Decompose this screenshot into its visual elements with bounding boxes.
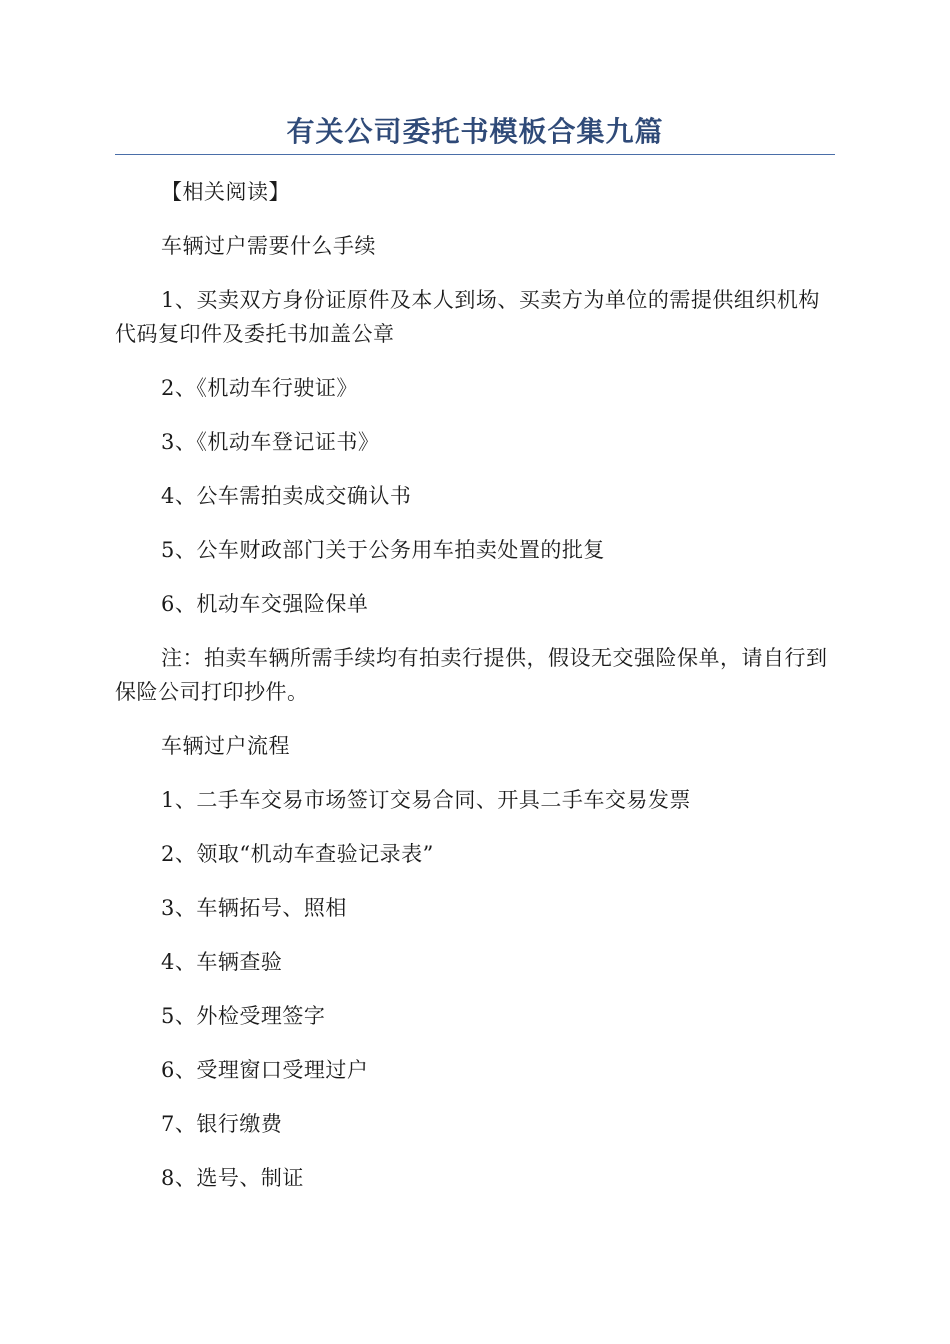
paragraph-item: 3、《机动车登记证书》 bbox=[161, 430, 380, 454]
paragraph-step: 1、二手车交易市场签订交易合同、开具二手车交易发票 bbox=[161, 788, 691, 812]
paragraph-heading-procedures: 车辆过户需要什么手续 bbox=[161, 234, 376, 258]
paragraph-step: 4、车辆查验 bbox=[161, 950, 283, 974]
paragraph-step: 3、车辆拓号、照相 bbox=[161, 896, 347, 920]
document-title: 有关公司委托书模板合集九篇 bbox=[286, 115, 664, 148]
paragraph-heading-process: 车辆过户流程 bbox=[161, 734, 290, 758]
paragraph-step: 8、选号、制证 bbox=[161, 1166, 304, 1190]
paragraph-related-reading: 【相关阅读】 bbox=[161, 180, 290, 204]
paragraph-step: 7、银行缴费 bbox=[161, 1112, 283, 1136]
document-body bbox=[115, 175, 835, 1215]
paragraph-item: 2、《机动车行驶证》 bbox=[161, 376, 358, 400]
paragraph-item: 6、机动车交强险保单 bbox=[161, 592, 369, 616]
paragraph-step: 6、受理窗口受理过户 bbox=[161, 1058, 369, 1082]
paragraph-step: 2、领取“机动车查验记录表” bbox=[161, 842, 434, 866]
paragraph-step: 5、外检受理签字 bbox=[161, 1004, 326, 1028]
paragraph-item: 1、买卖双方身份证原件及本人到场、买卖方为单位的需提供组织机构代码复印件及委托书加盖公章 bbox=[115, 288, 820, 346]
title-block bbox=[115, 112, 835, 152]
paragraph-note: 注：拍卖车辆所需手续均有拍卖行提供，假设无交强险保单，请自行到保险公司打印抄件。 bbox=[115, 646, 828, 704]
title-underline bbox=[115, 154, 835, 155]
paragraph-item: 4、公车需拍卖成交确认书 bbox=[161, 484, 412, 508]
paragraph-item: 5、公车财政部门关于公务用车拍卖处置的批复 bbox=[161, 538, 605, 562]
